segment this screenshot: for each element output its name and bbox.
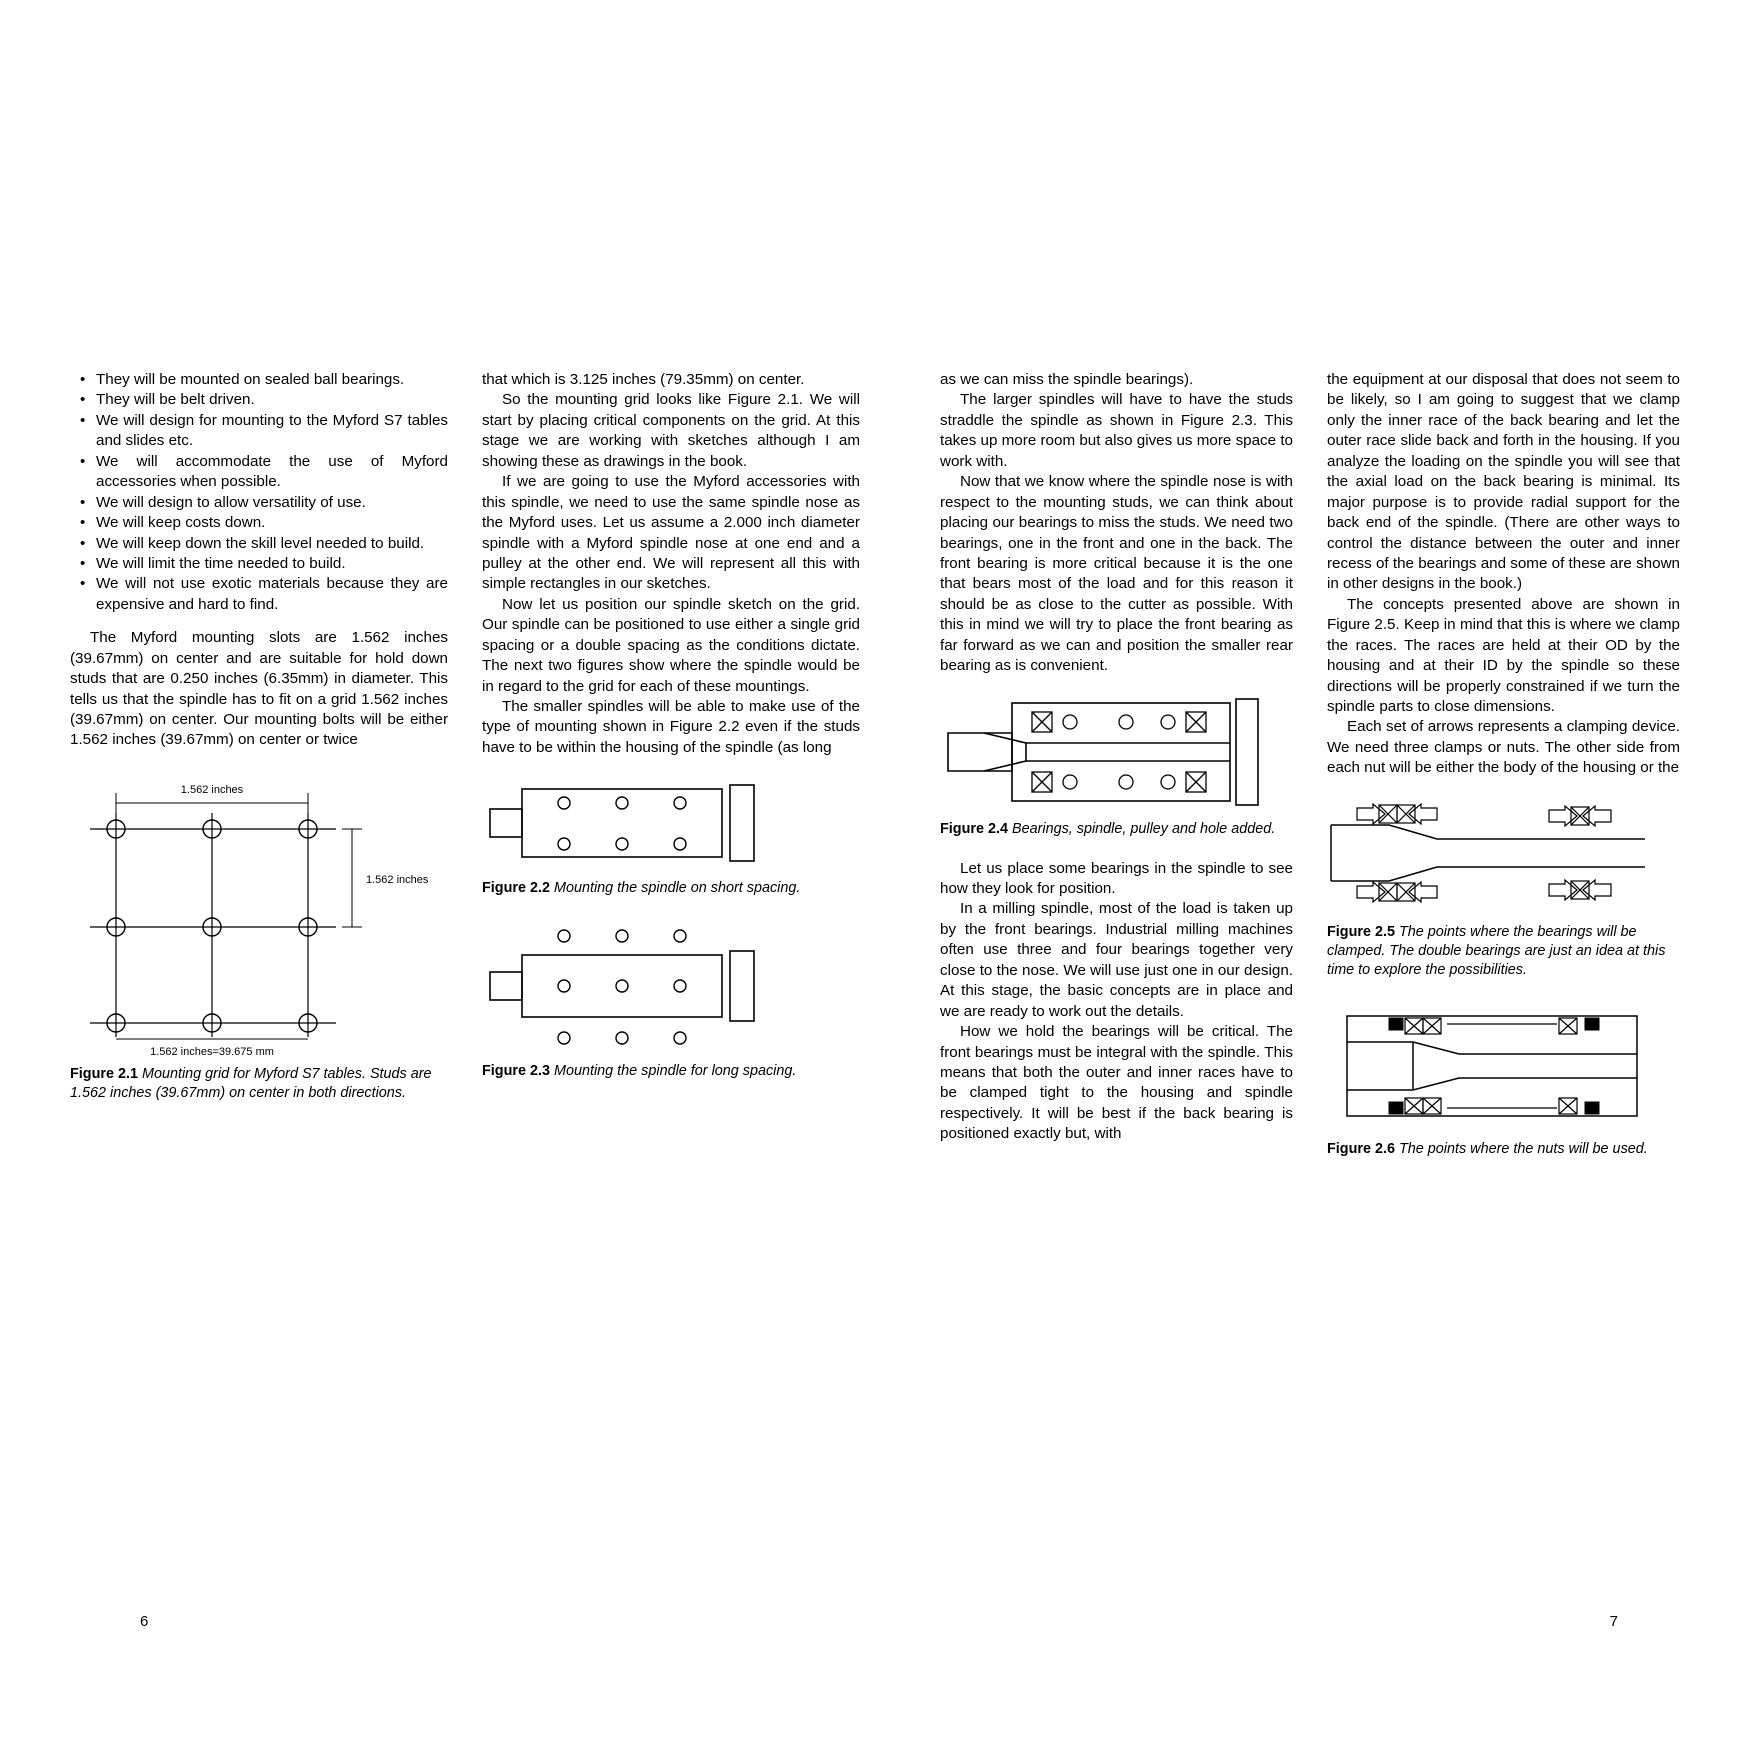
list-item: • We will design for mounting to the Myford S7 tables and slides etc. <box>96 411 448 452</box>
bearings-spindle-pulley-diagram <box>940 697 1280 812</box>
page-number-left: 6 <box>140 1613 149 1630</box>
figure-2-5-caption <box>1327 923 1680 980</box>
paragraph: The larger spindles will have to have the studs straddle the spindle as shown in Figure 2.3. This takes up more room but also gives us more space to work with. <box>940 391 1293 470</box>
paragraph: Now that we know where the spindle nose is with respect to the mounting studs, we can think about placing our bearings to miss the studs. We need two bearings, one in the front and one in the back. The front bearing is more critical because it is the one that bears most of the load and for this reason it should be as close to the cutter as possible. With this in mind we will try to place the front bearing as far forward as we can and position the smaller rear bearing as is convenient. <box>940 473 1293 675</box>
figure-2-2-text: Mounting the spindle on short spacing. <box>553 880 801 897</box>
figure-2-4-caption <box>940 820 1293 839</box>
right-page-column-2 <box>1327 370 1680 1167</box>
figure-2-2-caption <box>482 879 860 898</box>
figure-2-3-caption <box>482 1062 860 1081</box>
paragraph: The Myford mounting slots are 1.562 inches (39.67mm) on center and are suitable for hold down studs that are 0.250 inches (6.35mm) in diameter. This tells us that the spindle has to fit on a grid 1.562 inches (39.67mm) on center. Our mounting bolts will be either 1.562 inches (39.67mm) on center or twice <box>70 629 448 749</box>
figure-2-3-text: Mounting the spindle for long spacing. <box>553 1063 797 1080</box>
paragraph: that which is 3.125 inches (79.35mm) on center. <box>482 371 805 388</box>
figure-2-5-text: The points where the bearings will be clamped. The double bearings are just an idea at this time to explore the possibilities. <box>1327 923 1666 978</box>
figure-2-6-label: Figure 2.6 <box>1327 1140 1395 1157</box>
svg-text:1.562 inches=39.675 mm: 1.562 inches=39.675 mm <box>150 1045 274 1057</box>
figure-2-6-caption <box>1327 1140 1680 1159</box>
paragraph: The concepts presented above are shown in Figure 2.5. Keep in mind that this is where we clamp the races. The races are held at their OD by the housing and at their ID by the spindle so these directions will be properly constrained if we turn the spindle parts to close dimensions. <box>1327 595 1680 715</box>
list-item: • We will accommodate the use of Myford accessories when possible. <box>96 452 448 493</box>
paragraph: In a milling spindle, most of the load is taken up by the front bearings. Industrial milling machines often use three and four bearings together very close to the nose. We will use just one in our design. At this stage, the basic concepts are in place and we are ready to work out the details. <box>940 900 1293 1020</box>
figure-2-1 <box>70 767 448 1103</box>
right-page-column-1 <box>940 370 1293 1167</box>
paragraph: The smaller spindles will be able to make use of the type of mounting shown in Figure 2.2 even if the studs have to be within the housing of the spindle (as long <box>482 698 860 756</box>
list-item: • We will keep costs down. <box>96 513 448 533</box>
spindle-long-spacing-diagram <box>482 924 782 1054</box>
figure-2-5 <box>1327 795 1680 980</box>
figure-2-4 <box>940 697 1293 839</box>
figure-2-6 <box>1327 1002 1680 1159</box>
paragraph: If we are going to use the Myford accessories with this spindle, we need to use the same spindle nose as the Myford uses. Let us assume a 2.000 inch diameter spindle with a Myford spindle nose at one end and a pulley at the other end. We will represent all this with simple rectangles in our sketches. <box>482 473 860 593</box>
figure-2-1-text: Mounting grid for Myford S7 tables. Studs are 1.562 inches (39.67mm) on center in both directions. <box>70 1065 432 1101</box>
paragraph: Each set of arrows represents a clamping device. We need three clamps or nuts. The other side from each nut will be either the body of the housing or the <box>1327 718 1680 777</box>
design-goals-list <box>70 370 448 615</box>
figure-2-4-text: Bearings, spindle, pulley and hole added. <box>1011 820 1276 837</box>
mounting-grid-diagram <box>70 767 430 1057</box>
figure-2-4-label: Figure 2.4 <box>940 820 1008 837</box>
figure-2-2 <box>482 776 860 898</box>
figure-2-3 <box>482 924 860 1081</box>
right-page <box>940 370 1680 1630</box>
list-item: • We will limit the time needed to build. <box>96 554 448 574</box>
svg-text:1.562 inches: 1.562 inches <box>180 783 244 796</box>
paragraph: So the mounting grid looks like Figure 2.1. We will start by placing critical components on the grid. At this stage we are working with sketches although I am showing these as drawings in the book. <box>482 391 860 470</box>
paragraph: the equipment at our disposal that does not seem to be likely, so I am going to suggest that we clamp only the inner race of the back bearing and let the outer race slide back and forth in the housing. If you analyze the loading on the spindle you will see that the axial load on the back bearing is minimal. Its major purpose is to provide radial support for the back end of the spindle. (There are other ways to control the distance between the outer and inner recess of the bearings and some of these are shown in other designs in the book.) <box>1327 371 1680 593</box>
svg-text:1.562 inches: 1.562 inches <box>366 873 429 886</box>
nut-points-diagram <box>1327 1002 1657 1132</box>
list-item: • We will design to allow versatility of use. <box>96 493 448 513</box>
paragraph: Now let us position our spindle sketch on the grid. Our spindle can be positioned to use either a single grid spacing or a double spacing as the conditions dictate. The next two figures show where the spindle would be in regard to the grid for each of these mountings. <box>482 595 860 695</box>
page-number-right: 7 <box>1609 1613 1618 1630</box>
paragraph: Let us place some bearings in the spindle to see how they look for position. <box>940 859 1293 898</box>
list-item: • They will be belt driven. <box>96 390 448 410</box>
figure-2-1-label: Figure 2.1 <box>70 1065 138 1082</box>
list-item: • They will be mounted on sealed ball bearings. <box>96 370 448 390</box>
list-item: • We will not use exotic materials because they are expensive and hard to find. <box>96 574 448 615</box>
figure-2-6-text: The points where the nuts will be used. <box>1398 1140 1648 1157</box>
left-page <box>70 370 860 1630</box>
left-page-column-2 <box>482 370 860 1111</box>
bearing-clamp-points-diagram <box>1327 795 1657 915</box>
spindle-short-spacing-diagram <box>482 776 782 871</box>
figure-2-3-label: Figure 2.3 <box>482 1063 550 1080</box>
list-item: • We will keep down the skill level needed to build. <box>96 534 448 554</box>
figure-2-1-caption <box>70 1065 448 1103</box>
figure-2-5-label: Figure 2.5 <box>1327 923 1395 940</box>
paragraph: How we hold the bearings will be critical. The front bearings must be integral with the spindle. This means that both the outer and inner races have to be clamped tight to the housing and spindle respectively. It will be best if the back bearing is positioned exactly but, with <box>940 1023 1293 1143</box>
left-page-column-1 <box>70 370 448 1111</box>
figure-2-2-label: Figure 2.2 <box>482 880 550 897</box>
paragraph: as we can miss the spindle bearings). <box>940 371 1194 388</box>
